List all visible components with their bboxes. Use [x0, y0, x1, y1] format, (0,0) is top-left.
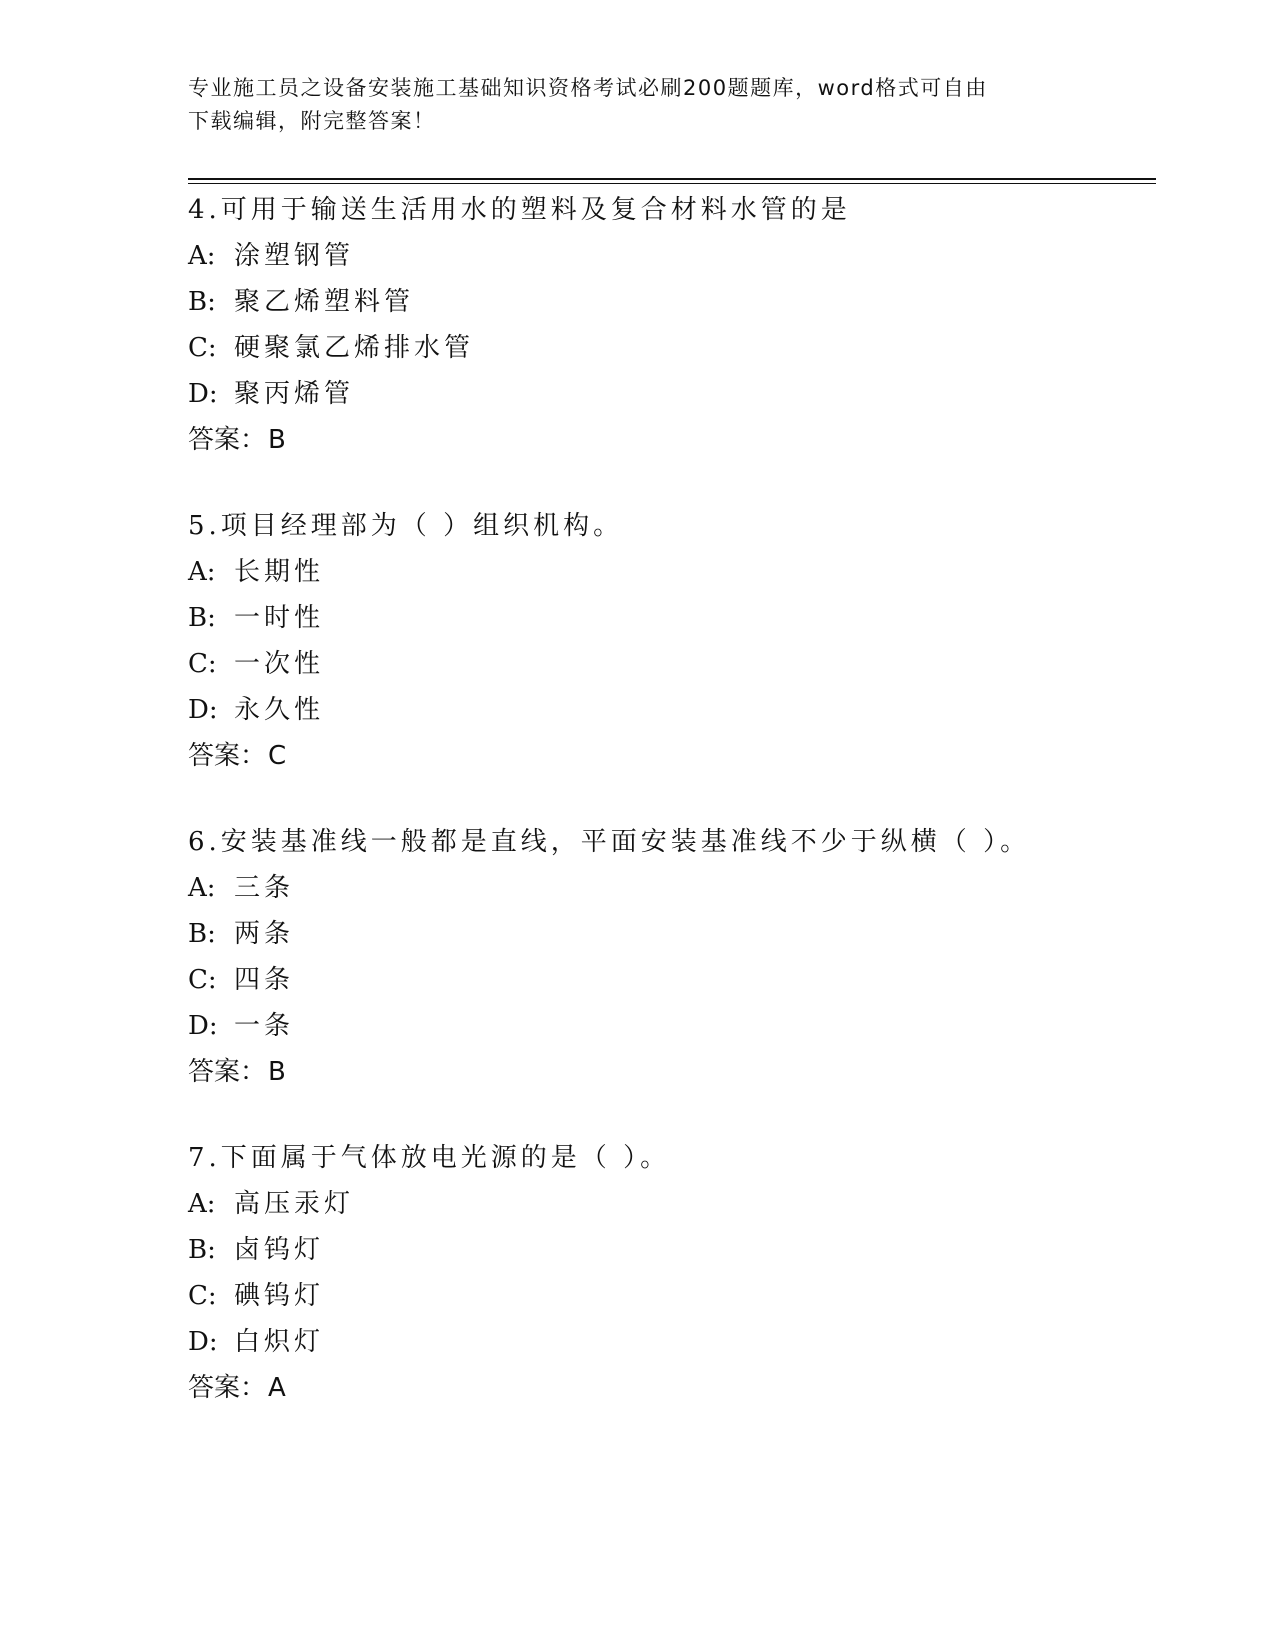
option-c [188, 957, 1156, 1003]
option-letter: D: [188, 379, 218, 409]
option-d [188, 1003, 1156, 1049]
question-stem: 4.可用于输送生活用水的塑料及复合材料水管的是 [188, 195, 851, 225]
option-c [188, 641, 1156, 687]
option-letter: D: [188, 695, 218, 725]
answer-value: B [268, 1057, 286, 1087]
option-text: 涂塑钢管 [234, 241, 355, 271]
answer [188, 733, 1156, 779]
option-letter: B: [188, 1235, 216, 1265]
option-text: 两条 [234, 919, 295, 949]
option-c [188, 1273, 1156, 1319]
option-text: 白炽灯 [234, 1327, 325, 1357]
answer-label: 答案： [188, 425, 267, 455]
header-divider-thick [188, 178, 1156, 180]
answer [188, 417, 1156, 463]
option-text: 一次性 [234, 649, 325, 679]
option-b [188, 595, 1156, 641]
option-b [188, 1227, 1156, 1273]
answer [188, 1365, 1156, 1411]
option-text: 三条 [234, 873, 295, 903]
option-letter: C: [188, 1281, 217, 1311]
option-letter: C: [188, 333, 217, 363]
option-letter: D: [188, 1011, 218, 1041]
option-letter: B: [188, 603, 216, 633]
answer-value: A [268, 1373, 286, 1403]
option-letter: A: [188, 1189, 216, 1219]
option-text: 硬聚氯乙烯排水管 [234, 333, 475, 363]
question-stem: 6.安装基准线一般都是直线，平面安装基准线不少于纵横（ ）。 [188, 827, 1031, 857]
answer-label: 答案： [188, 741, 267, 771]
option-text: 一时性 [234, 603, 325, 633]
header-title-line-2: 下载编辑，附完整答案！ [188, 109, 436, 133]
option-letter: D: [188, 1327, 218, 1357]
answer-value: C [268, 741, 287, 771]
answer [188, 1049, 1156, 1095]
question-stem: 7.下面属于气体放电光源的是（ ）。 [188, 1143, 671, 1173]
option-a [188, 233, 1156, 279]
option-text: 高压汞灯 [234, 1189, 355, 1219]
option-text: 聚丙烯管 [234, 379, 355, 409]
option-letter: A: [188, 557, 216, 587]
question-4 [188, 187, 1156, 463]
document-header [188, 72, 1068, 138]
question-6 [188, 819, 1156, 1095]
option-text: 卤钨灯 [234, 1235, 325, 1265]
question-5 [188, 503, 1156, 779]
option-b [188, 911, 1156, 957]
header-divider-thin [188, 183, 1156, 184]
option-text: 四条 [234, 965, 295, 995]
option-text: 永久性 [234, 695, 325, 725]
question-list [188, 187, 1156, 1451]
option-letter: A: [188, 241, 216, 271]
option-text: 一条 [234, 1011, 295, 1041]
option-c [188, 325, 1156, 371]
option-letter: C: [188, 965, 217, 995]
option-text: 聚乙烯塑料管 [234, 287, 415, 317]
option-d [188, 687, 1156, 733]
option-letter: A: [188, 873, 216, 903]
question-7 [188, 1135, 1156, 1411]
answer-label: 答案： [188, 1057, 267, 1087]
answer-label: 答案： [188, 1373, 267, 1403]
option-text: 长期性 [234, 557, 325, 587]
answer-value: B [268, 425, 286, 455]
header-title-line-1: 专业施工员之设备安装施工基础知识资格考试必刷200题题库，word格式可自由 [188, 76, 988, 100]
question-stem: 5.项目经理部为（ ）组织机构。 [188, 511, 624, 541]
option-b [188, 279, 1156, 325]
option-a [188, 865, 1156, 911]
option-a [188, 549, 1156, 595]
option-text: 碘钨灯 [234, 1281, 325, 1311]
option-a [188, 1181, 1156, 1227]
option-d [188, 371, 1156, 417]
option-letter: B: [188, 287, 216, 317]
option-letter: B: [188, 919, 216, 949]
option-letter: C: [188, 649, 217, 679]
option-d [188, 1319, 1156, 1365]
